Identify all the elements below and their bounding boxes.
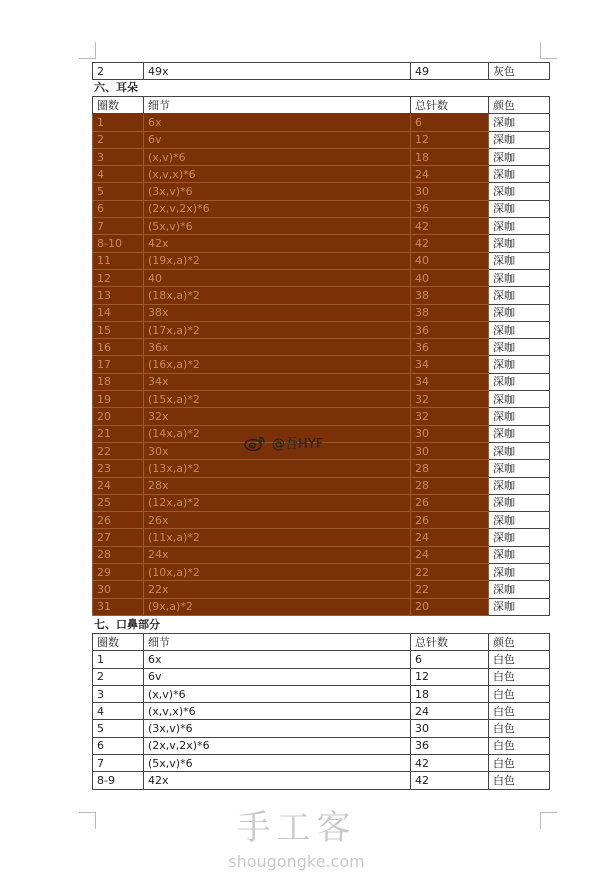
detail-cell: 40 [144, 269, 411, 286]
color-cell: 深咖 [489, 529, 550, 546]
table-row [93, 720, 550, 737]
detail-cell: 42x [144, 772, 411, 789]
detail-cell: 34x [144, 373, 411, 390]
stitch-count-cell: 22 [411, 581, 489, 598]
round-cell: 28 [93, 546, 144, 563]
color-cell: 深咖 [489, 546, 550, 563]
ears-section-title: 六、耳朵 [94, 81, 138, 94]
ears-table [92, 96, 550, 616]
color-cell: 白色 [489, 755, 550, 772]
round-cell: 24 [93, 477, 144, 494]
round-cell: 22 [93, 442, 144, 459]
stitch-count-cell: 30 [411, 183, 489, 200]
stitch-count-cell: 30 [411, 720, 489, 737]
color-cell: 深咖 [489, 166, 550, 183]
detail-cell: (12x,a)*2 [144, 494, 411, 511]
color-header: 颜色 [489, 634, 550, 651]
stitch-count-cell: 38 [411, 287, 489, 304]
mouth-nose-table [92, 633, 550, 790]
table-row [93, 200, 550, 217]
table-row [93, 218, 550, 235]
color-cell: 深咖 [489, 391, 550, 408]
round-cell: 18 [93, 373, 144, 390]
round-cell: 5 [93, 720, 144, 737]
detail-cell: (x,v,x)*6 [144, 166, 411, 183]
stitch-count-cell: 22 [411, 564, 489, 581]
color-cell: 深咖 [489, 581, 550, 598]
table-row [93, 494, 550, 511]
color-cell: 深咖 [489, 287, 550, 304]
stitch-count-cell: 20 [411, 598, 489, 615]
round-cell: 14 [93, 304, 144, 321]
table-row [93, 529, 550, 546]
detail-cell: 24x [144, 546, 411, 563]
table-row [93, 183, 550, 200]
table-row [93, 63, 550, 80]
color-cell: 深咖 [489, 183, 550, 200]
detail-cell: 6x [144, 651, 411, 668]
detail-cell: (2x,v,2x)*6 [144, 737, 411, 754]
stitch-count-cell: 32 [411, 391, 489, 408]
table-row [93, 148, 550, 165]
round-header: 圈数 [93, 634, 144, 651]
site-logo [0, 808, 593, 872]
previous-section-table [92, 62, 550, 80]
stitch-count-cell: 24 [411, 546, 489, 563]
detail-cell: 36x [144, 339, 411, 356]
round-cell: 17 [93, 356, 144, 373]
detail-cell: 26x [144, 512, 411, 529]
color-cell: 深咖 [489, 512, 550, 529]
stitch-count-cell: 30 [411, 425, 489, 442]
weibo-watermark [244, 433, 323, 452]
round-cell: 7 [93, 218, 144, 235]
round-cell: 13 [93, 287, 144, 304]
stitch-count-header: 总针数 [411, 97, 489, 114]
site-logo-domain: shougongke.com [228, 852, 365, 871]
round-cell: 31 [93, 598, 144, 615]
round-cell: 26 [93, 512, 144, 529]
detail-cell: (19x,a)*2 [144, 252, 411, 269]
stitch-count-cell: 24 [411, 703, 489, 720]
table-row [93, 460, 550, 477]
table-row [93, 114, 550, 131]
stitch-count-cell: 42 [411, 218, 489, 235]
color-cell: 深咖 [489, 339, 550, 356]
color-cell: 深咖 [489, 131, 550, 148]
round-cell: 19 [93, 391, 144, 408]
detail-header: 细节 [144, 634, 411, 651]
round-cell: 27 [93, 529, 144, 546]
color-cell: 白色 [489, 772, 550, 789]
weibo-icon [244, 435, 266, 451]
stitch-count-cell: 12 [411, 131, 489, 148]
table-row [93, 581, 550, 598]
round-cell: 4 [93, 703, 144, 720]
round-cell: 2 [93, 668, 144, 685]
table-row [93, 252, 550, 269]
stitch-count-cell: 6 [411, 114, 489, 131]
color-cell: 深咖 [489, 477, 550, 494]
stitch-count-cell: 42 [411, 772, 489, 789]
color-cell: 白色 [489, 685, 550, 702]
round-cell: 8-9 [93, 772, 144, 789]
table-row [93, 564, 550, 581]
color-cell: 深咖 [489, 564, 550, 581]
detail-cell: (17x,a)*2 [144, 321, 411, 338]
detail-cell: (x,v)*6 [144, 685, 411, 702]
stitch-count-cell: 24 [411, 166, 489, 183]
table-row [93, 408, 550, 425]
round-cell: 25 [93, 494, 144, 511]
stitch-count-cell: 49 [411, 63, 489, 80]
color-cell: 深咖 [489, 442, 550, 459]
detail-cell: 30x [144, 442, 411, 459]
stitch-count-cell: 34 [411, 373, 489, 390]
table-row [93, 373, 550, 390]
mouth-nose-section-title: 七、口鼻部分 [94, 618, 160, 631]
table-row [93, 166, 550, 183]
detail-cell: (14x,a)*2 [144, 425, 411, 442]
stitch-count-cell: 36 [411, 321, 489, 338]
round-cell: 15 [93, 321, 144, 338]
color-cell: 深咖 [489, 494, 550, 511]
detail-cell: 38x [144, 304, 411, 321]
color-cell: 白色 [489, 737, 550, 754]
color-cell: 深咖 [489, 460, 550, 477]
stitch-count-cell: 30 [411, 442, 489, 459]
detail-cell: (3x,v)*6 [144, 720, 411, 737]
detail-header: 细节 [144, 97, 411, 114]
detail-cell: (2x,v,2x)*6 [144, 200, 411, 217]
round-cell: 1 [93, 114, 144, 131]
crop-mark-top-right [540, 42, 557, 59]
detail-cell: (9x,a)*2 [144, 598, 411, 615]
stitch-count-cell: 18 [411, 685, 489, 702]
stitch-count-cell: 42 [411, 235, 489, 252]
detail-cell: 6v [144, 131, 411, 148]
watermark-text: @吾HYF [272, 437, 324, 452]
detail-cell: (3x,v)*6 [144, 183, 411, 200]
color-cell: 灰色 [489, 63, 550, 80]
round-cell: 30 [93, 581, 144, 598]
stitch-count-cell: 40 [411, 269, 489, 286]
color-cell: 深咖 [489, 218, 550, 235]
color-cell: 白色 [489, 651, 550, 668]
table-row [93, 772, 550, 789]
table-row [93, 703, 550, 720]
table-row [93, 339, 550, 356]
table-row [93, 356, 550, 373]
stitch-count-cell: 34 [411, 356, 489, 373]
stitch-count-cell: 38 [411, 304, 489, 321]
detail-cell: 28x [144, 477, 411, 494]
detail-cell: 32x [144, 408, 411, 425]
detail-cell: (x,v,x)*6 [144, 703, 411, 720]
detail-cell: 42x [144, 235, 411, 252]
round-cell: 3 [93, 685, 144, 702]
detail-cell: 22x [144, 581, 411, 598]
round-cell: 2 [93, 63, 144, 80]
table-row [93, 391, 550, 408]
color-cell: 深咖 [489, 114, 550, 131]
round-cell: 6 [93, 200, 144, 217]
round-header: 圈数 [93, 97, 144, 114]
color-cell: 深咖 [489, 321, 550, 338]
table-row [93, 685, 550, 702]
table-row [93, 755, 550, 772]
color-cell: 深咖 [489, 598, 550, 615]
table-row [93, 546, 550, 563]
detail-cell: (13x,a)*2 [144, 460, 411, 477]
table-row [93, 287, 550, 304]
round-cell: 4 [93, 166, 144, 183]
table-row [93, 651, 550, 668]
table-row [93, 235, 550, 252]
stitch-count-header: 总针数 [411, 634, 489, 651]
stitch-count-cell: 26 [411, 494, 489, 511]
stitch-count-cell: 40 [411, 252, 489, 269]
color-cell: 深咖 [489, 148, 550, 165]
stitch-count-cell: 32 [411, 408, 489, 425]
color-cell: 深咖 [489, 235, 550, 252]
table-row [93, 668, 550, 685]
round-cell: 7 [93, 755, 144, 772]
stitch-count-cell: 12 [411, 668, 489, 685]
color-cell: 深咖 [489, 356, 550, 373]
detail-cell: (16x,a)*2 [144, 356, 411, 373]
detail-cell: (11x,a)*2 [144, 529, 411, 546]
stitch-count-cell: 28 [411, 477, 489, 494]
color-cell: 白色 [489, 720, 550, 737]
stitch-count-cell: 26 [411, 512, 489, 529]
round-cell: 5 [93, 183, 144, 200]
color-cell: 白色 [489, 703, 550, 720]
round-cell: 11 [93, 252, 144, 269]
color-header: 颜色 [489, 97, 550, 114]
table-row [93, 512, 550, 529]
table-row [93, 321, 550, 338]
color-cell: 深咖 [489, 425, 550, 442]
round-cell: 1 [93, 651, 144, 668]
color-cell: 深咖 [489, 408, 550, 425]
table-row [93, 598, 550, 615]
detail-cell: (x,v)*6 [144, 148, 411, 165]
color-cell: 深咖 [489, 373, 550, 390]
round-cell: 29 [93, 564, 144, 581]
round-cell: 8-10 [93, 235, 144, 252]
stitch-count-cell: 36 [411, 200, 489, 217]
round-cell: 3 [93, 148, 144, 165]
table-row [93, 131, 550, 148]
stitch-count-cell: 42 [411, 755, 489, 772]
stitch-count-cell: 28 [411, 460, 489, 477]
detail-cell: 6v [144, 668, 411, 685]
color-cell: 深咖 [489, 269, 550, 286]
detail-cell: 49x [144, 63, 411, 80]
stitch-count-cell: 36 [411, 737, 489, 754]
detail-cell: (5x,v)*6 [144, 218, 411, 235]
round-cell: 6 [93, 737, 144, 754]
round-cell: 12 [93, 269, 144, 286]
stitch-count-cell: 24 [411, 529, 489, 546]
round-cell: 16 [93, 339, 144, 356]
round-cell: 20 [93, 408, 144, 425]
detail-cell: 6x [144, 114, 411, 131]
round-cell: 2 [93, 131, 144, 148]
table-header-row [93, 97, 550, 114]
detail-cell: (5x,v)*6 [144, 755, 411, 772]
table-row [93, 737, 550, 754]
color-cell: 深咖 [489, 304, 550, 321]
round-cell: 21 [93, 425, 144, 442]
stitch-count-cell: 36 [411, 339, 489, 356]
table-row [93, 477, 550, 494]
detail-cell: (10x,a)*2 [144, 564, 411, 581]
color-cell: 深咖 [489, 252, 550, 269]
crop-mark-top-left [79, 42, 96, 59]
detail-cell: (15x,a)*2 [144, 391, 411, 408]
site-logo-chinese: 手工客 [236, 808, 357, 848]
detail-cell: (18x,a)*2 [144, 287, 411, 304]
table-header-row [93, 634, 550, 651]
color-cell: 深咖 [489, 200, 550, 217]
stitch-count-cell: 18 [411, 148, 489, 165]
table-row [93, 269, 550, 286]
stitch-count-cell: 6 [411, 651, 489, 668]
table-row [93, 304, 550, 321]
round-cell: 23 [93, 460, 144, 477]
color-cell: 白色 [489, 668, 550, 685]
